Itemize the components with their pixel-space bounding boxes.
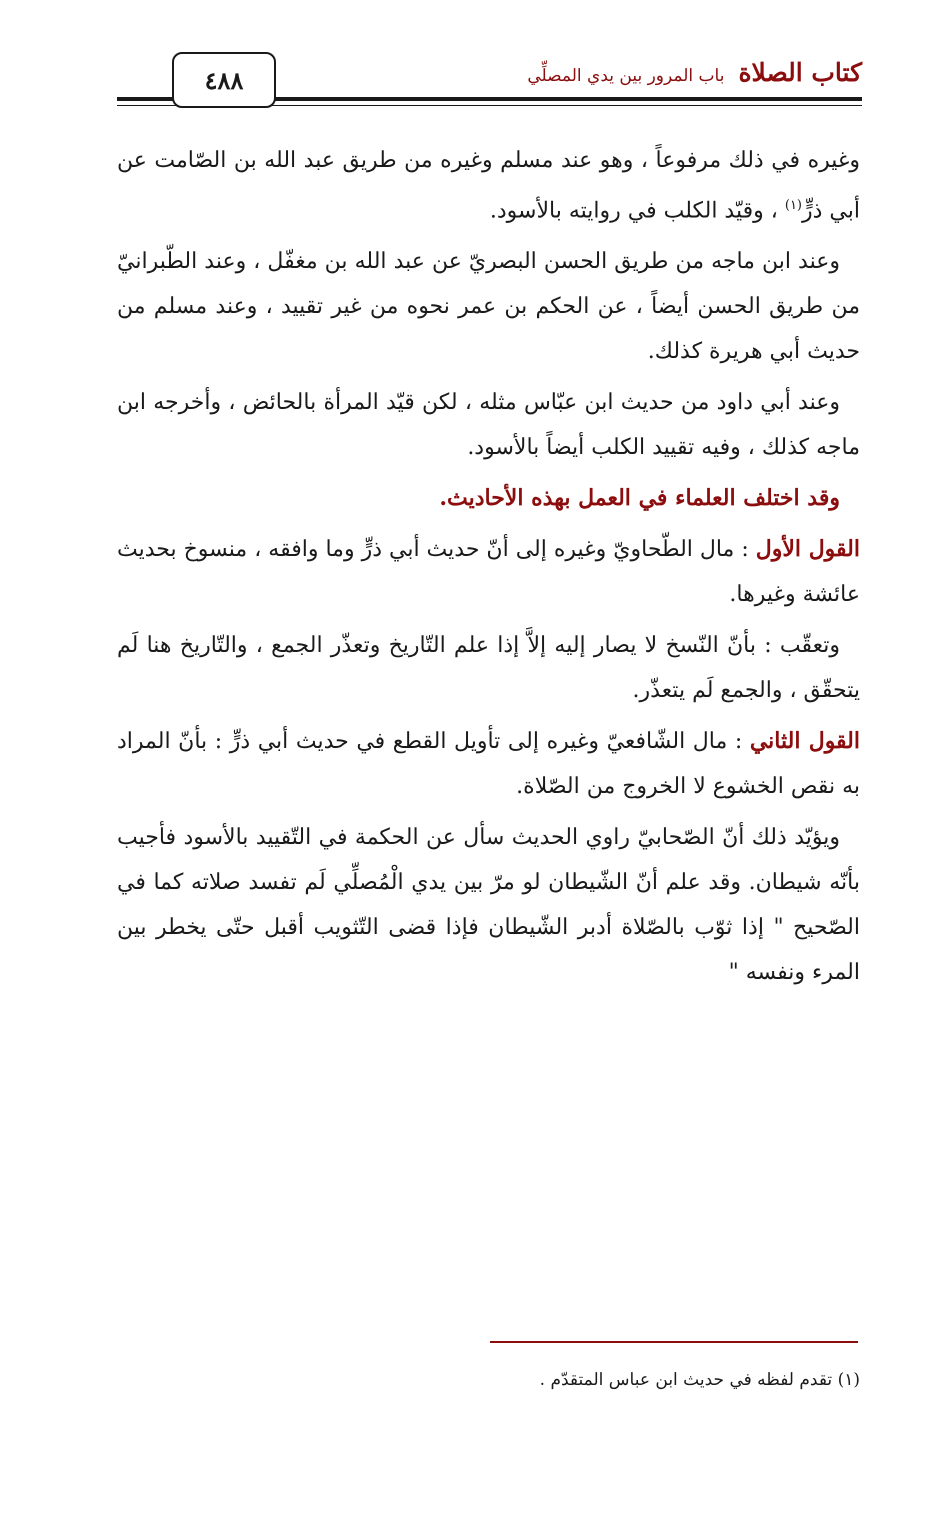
main-text: [117, 138, 860, 1001]
footnote-separator: [490, 1341, 858, 1343]
opinion-1: [117, 527, 860, 617]
paragraph-1-text: وغيره في ذلك مرفوعاً ، وهو عند مسلم وغيره من طريق عبد الله بن الصّامت عن أبي ذرٍّ: [117, 148, 860, 224]
opinion-1-label: القول الأول: [755, 536, 860, 563]
footnote-ref[interactable]: (١): [784, 198, 802, 213]
page-number: ٤٨٨: [172, 52, 276, 108]
paragraph-5: ويؤيّد ذلك أنّ الصّحابيّ راوي الحديث سأل عن الحكمة في التّقييد بالأسود فأجيب بأنّه شيطان. وقد علم أنّ الشّيطان لو مرّ بين يدي الْمُصلِّي لَم تفسد صلاته كما في الصّحيح " إذا ثوّب بالصّلاة أدبر الشّيطان فإذا قضى التّثويب أقبل حتّى يخطر بين المرء ونفسه ": [117, 825, 860, 986]
paragraph-2: وعند ابن ماجه من طريق الحسن البصريّ عن عبد الله بن مغفّل ، وعند الطّبرانيّ من طريق الحسن أيضاً ، عن الحكم بن عمر نحوه من غير تقييد ، وعند مسلم من حديث أبي هريرة كذلك.: [117, 249, 860, 365]
running-title: [527, 58, 862, 87]
opinion-2: [117, 719, 860, 809]
footnote: (١) تقدم لفظه في حديث ابن عباس المتقدّم .: [539, 1370, 860, 1390]
paragraph-3: وعند أبي داود من حديث ابن عبّاس مثله ، لكن قيّد المرأة بالحائض ، وأخرجه ابن ماجه كذلك ، وفيه تقييد الكلب أيضاً بالأسود.: [117, 390, 860, 461]
opinion-2-label: القول الثاني: [749, 728, 861, 755]
book-title: كتاب الصلاة: [738, 58, 862, 87]
opinion-1-text: : مال الطّحاويّ وغيره إلى أنّ حديث أبي ذرٍّ وما وافقه ، منسوخ بحديث عائشة وغيرها.: [117, 537, 860, 608]
paragraph-4: وتعقّب : بأنّ النّسخ لا يصار إليه إلاَّ إذا علم التّاريخ وتعذّر الجمع ، والتّاريخ هنا لَم يتحقّق ، والجمع لَم يتعذّر.: [117, 633, 860, 704]
section-heading: وقد اختلف العلماء في العمل بهذه الأحاديث.: [439, 485, 840, 512]
paragraph-1: [117, 138, 860, 233]
paragraph-1-tail: ، وقيّد الكلب في روايته بالأسود.: [489, 198, 778, 224]
opinion-2-text: : مال الشّافعيّ وغيره إلى تأويل القطع في حديث أبي ذرٍّ : بأنّ المراد به نقص الخشوع لا الخروج من الصّلاة.: [117, 729, 860, 800]
chapter-title: باب المرور بين يدي المصلِّي: [527, 66, 725, 86]
page-header: [117, 52, 862, 112]
